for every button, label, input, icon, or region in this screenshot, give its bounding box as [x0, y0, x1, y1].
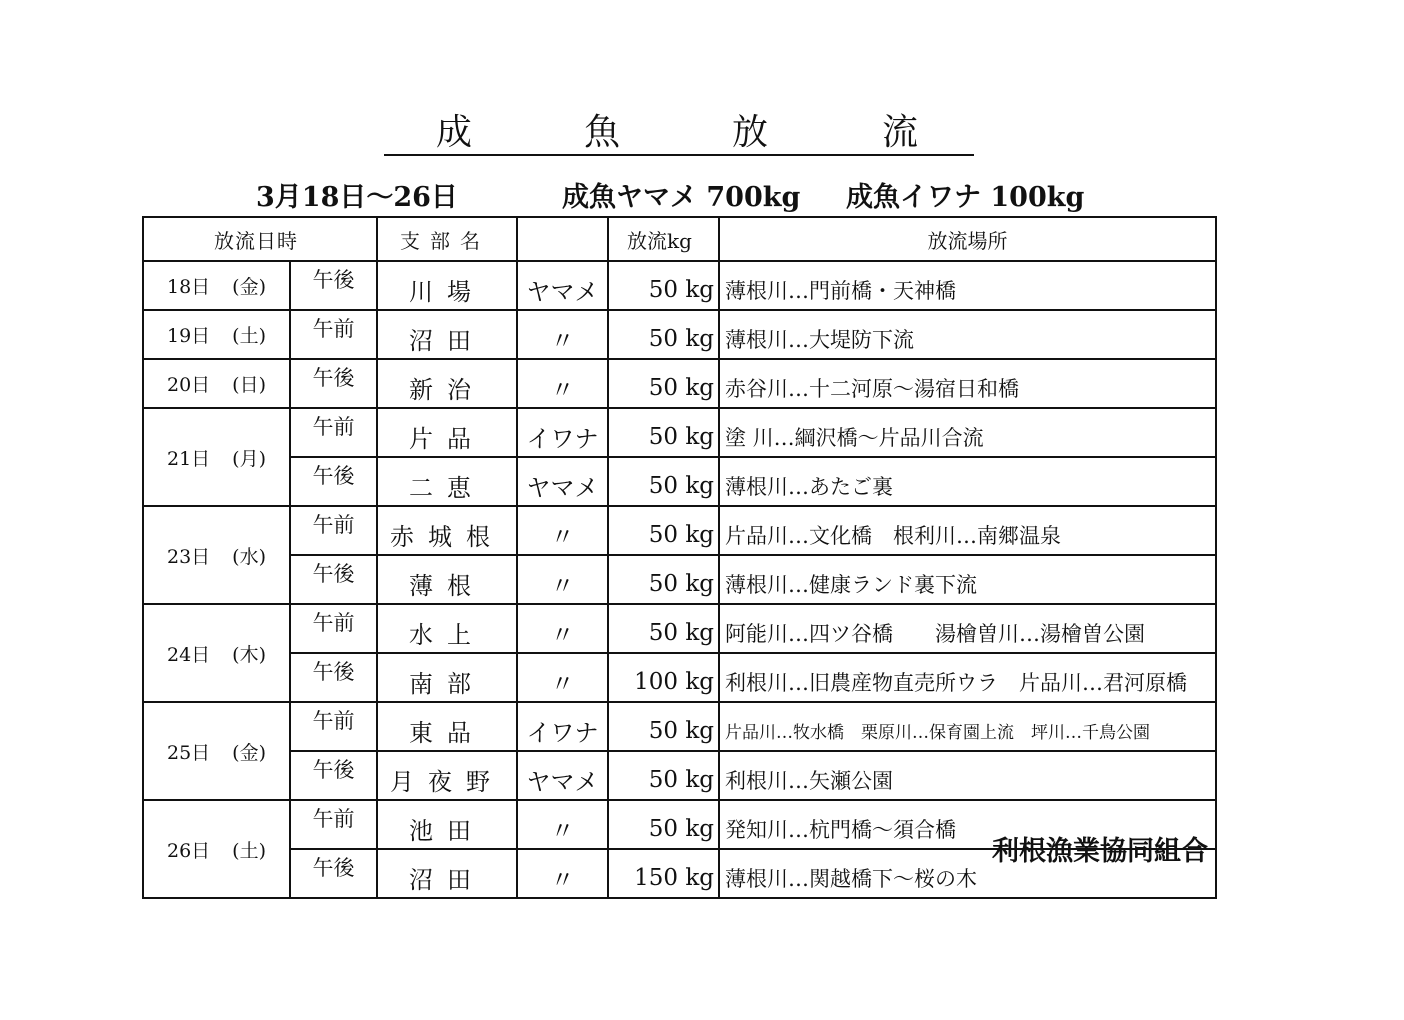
- table-row: [143, 359, 1216, 408]
- weekday: (土): [232, 839, 266, 862]
- table-row: [143, 408, 1216, 457]
- release-place: 阿能川…四ツ谷橋 湯檜曽川…湯檜曽公園: [719, 604, 1216, 653]
- table-row: [143, 261, 1216, 310]
- weekday: (月): [232, 447, 266, 470]
- release-place: 薄根川…大堤防下流: [719, 310, 1216, 359]
- release-place: 赤谷川…十二河原～湯宿日和橋: [719, 359, 1216, 408]
- title-char: 放: [732, 112, 769, 153]
- weekday: (木): [232, 643, 266, 666]
- branch-name: 新治: [377, 359, 517, 408]
- day-cell: [143, 702, 290, 800]
- table-row: [143, 653, 1216, 702]
- day-cell: [143, 604, 290, 702]
- fish-type: イワナ: [517, 408, 608, 457]
- release-place: 片品川…牧水橋 栗原川…保育園上流 坪川…千鳥公園: [719, 702, 1216, 751]
- day-cell: [143, 261, 290, 310]
- branch-name: 沼田: [377, 310, 517, 359]
- time-of-day: 午前: [290, 800, 377, 849]
- fish-type: ヤマメ: [517, 261, 608, 310]
- header-date: 放流日時: [143, 217, 377, 261]
- branch-name: 沼田: [377, 849, 517, 898]
- fish-type: 〃: [517, 506, 608, 555]
- header-place: 放流場所: [719, 217, 1216, 261]
- time-of-day: 午後: [290, 555, 377, 604]
- time-of-day: 午後: [290, 653, 377, 702]
- title-char: 流: [882, 112, 919, 153]
- weekday: (金): [232, 741, 266, 764]
- title-char: 魚: [584, 112, 621, 153]
- weekday: (金): [232, 276, 266, 298]
- branch-name: 片品: [377, 408, 517, 457]
- branch-name: 月夜野: [377, 751, 517, 800]
- fish-type: 〃: [517, 800, 608, 849]
- header-amount: 放流kg: [608, 217, 719, 261]
- time-of-day: 午前: [290, 604, 377, 653]
- header-fish: [517, 217, 608, 261]
- release-place: 利根川…旧農産物直売所ウラ 片品川…君河原橋: [719, 653, 1216, 702]
- release-amount: 50 kg: [608, 702, 719, 751]
- branch-name: 川場: [377, 261, 517, 310]
- release-place: 薄根川…関越橋下～桜の木: [719, 849, 1216, 898]
- fish-type: ヤマメ: [517, 457, 608, 506]
- day-cell: [143, 359, 290, 408]
- time-of-day: 午後: [290, 457, 377, 506]
- iwana-total: 成魚イワナ 100kg: [846, 182, 1085, 213]
- day: 18日: [166, 276, 211, 298]
- fish-type: 〃: [517, 310, 608, 359]
- day: 26日: [166, 839, 211, 862]
- release-amount: 50 kg: [608, 751, 719, 800]
- time-of-day: 午前: [290, 702, 377, 751]
- table-row: [143, 604, 1216, 653]
- release-amount: 100 kg: [608, 653, 719, 702]
- weekday: (日): [232, 374, 266, 396]
- fish-type: 〃: [517, 359, 608, 408]
- release-place: 薄根川…門前橋・天神橋: [719, 261, 1216, 310]
- time-of-day: 午後: [290, 849, 377, 898]
- table-row: [143, 457, 1216, 506]
- branch-name: 赤城根: [377, 506, 517, 555]
- fish-type: 〃: [517, 604, 608, 653]
- day-cell: [143, 408, 290, 506]
- table-row: [143, 506, 1216, 555]
- day: 25日: [166, 741, 211, 764]
- release-place: 片品川…文化橋 根利川…南郷温泉: [719, 506, 1216, 555]
- time-of-day: 午前: [290, 506, 377, 555]
- release-schedule-table: [142, 216, 1217, 899]
- weekday: (水): [232, 545, 266, 568]
- table-row: [143, 702, 1216, 751]
- day: 20日: [166, 374, 211, 396]
- release-place: 利根川…矢瀬公園: [719, 751, 1216, 800]
- branch-name: 薄根: [377, 555, 517, 604]
- branch-name: 東品: [377, 702, 517, 751]
- table-row: [143, 751, 1216, 800]
- fish-type: 〃: [517, 555, 608, 604]
- day: 21日: [166, 447, 211, 470]
- release-place: 塗 川…綱沢橋～片品川合流: [719, 408, 1216, 457]
- page-title: [384, 112, 974, 156]
- table-row: [143, 555, 1216, 604]
- branch-name: 池田: [377, 800, 517, 849]
- table-header-row: [143, 217, 1216, 261]
- organization-name: 利根漁業協同組合: [992, 836, 1208, 867]
- release-place: 薄根川…あたご裏: [719, 457, 1216, 506]
- header-branch: 支部名: [377, 217, 517, 261]
- time-of-day: 午前: [290, 310, 377, 359]
- day-cell: [143, 800, 290, 898]
- title-char: 成: [436, 112, 473, 153]
- branch-name: 南部: [377, 653, 517, 702]
- fish-type: ヤマメ: [517, 751, 608, 800]
- time-of-day: 午後: [290, 261, 377, 310]
- fish-type: 〃: [517, 849, 608, 898]
- branch-name: 水上: [377, 604, 517, 653]
- release-place: 発知川…杭門橋～須合橋: [719, 800, 1216, 849]
- release-amount: 50 kg: [608, 800, 719, 849]
- fish-type: 〃: [517, 653, 608, 702]
- fish-type: イワナ: [517, 702, 608, 751]
- release-amount: 50 kg: [608, 408, 719, 457]
- time-of-day: 午後: [290, 751, 377, 800]
- release-amount: 50 kg: [608, 604, 719, 653]
- day-cell: [143, 506, 290, 604]
- day: 24日: [166, 643, 211, 666]
- time-of-day: 午後: [290, 359, 377, 408]
- day: 19日: [166, 325, 211, 347]
- yamame-total: 成魚ヤマメ 700kg: [562, 182, 801, 213]
- release-amount: 50 kg: [608, 506, 719, 555]
- release-amount: 50 kg: [608, 555, 719, 604]
- time-of-day: 午前: [290, 408, 377, 457]
- day: 23日: [166, 545, 211, 568]
- release-period: 3月18日～26日: [256, 182, 458, 213]
- day-cell: [143, 310, 290, 359]
- release-amount: 150 kg: [608, 849, 719, 898]
- release-place: 薄根川…健康ランド裏下流: [719, 555, 1216, 604]
- release-amount: 50 kg: [608, 310, 719, 359]
- table-row: [143, 310, 1216, 359]
- release-amount: 50 kg: [608, 261, 719, 310]
- weekday: (土): [232, 325, 266, 347]
- release-amount: 50 kg: [608, 359, 719, 408]
- release-amount: 50 kg: [608, 457, 719, 506]
- branch-name: 二恵: [377, 457, 517, 506]
